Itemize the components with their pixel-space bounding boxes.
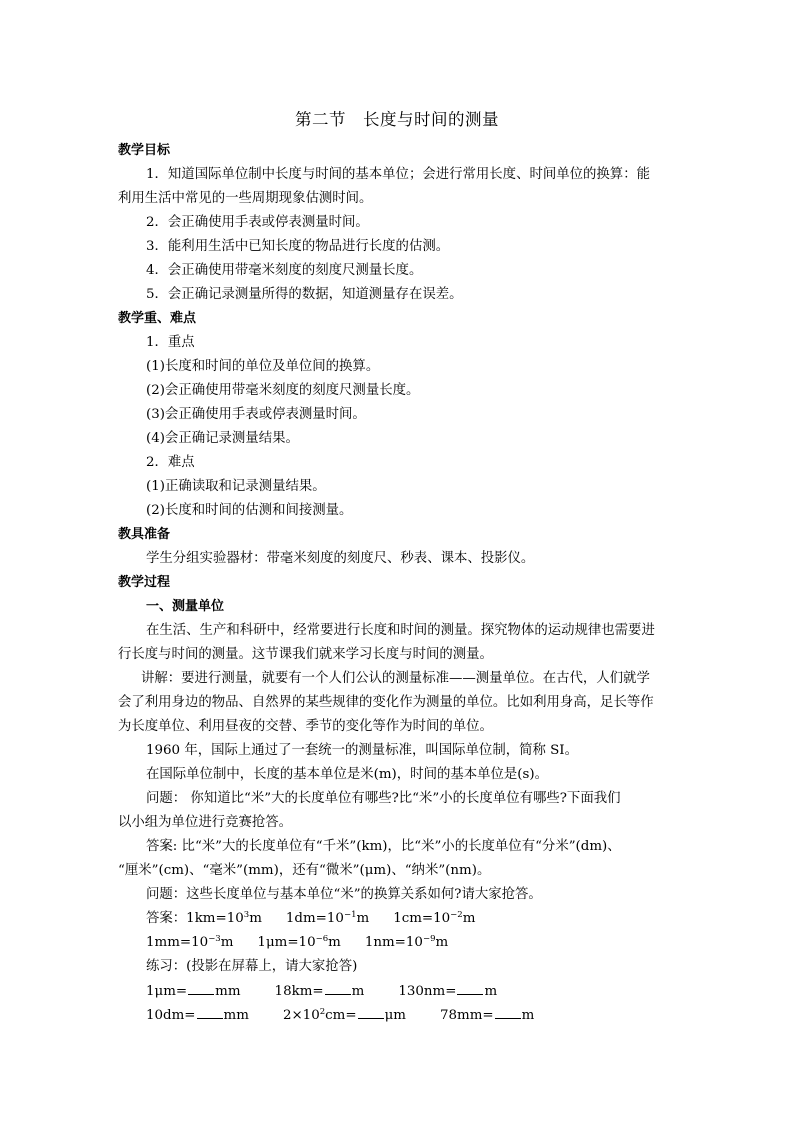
answer-prefix: 答案： <box>146 911 187 926</box>
answer-blank <box>197 1006 223 1019</box>
page-title: 第二节 长度与时间的测量 <box>295 110 499 129</box>
objective-line: 1．知道国际单位制中长度与时间的基本单位；会进行常用长度、时间单位的换算：能 <box>146 167 650 182</box>
objective-line: 4．会正确使用带毫米刻度的刻度尺测量长度。 <box>146 263 423 278</box>
section-heading-objectives: 教学目标 <box>118 143 171 158</box>
section-heading-process: 教学过程 <box>118 575 171 590</box>
process-line: 讲解：要进行测量，就要有一个人们公认的测量标准——测量单位。在古代，人们就学 <box>141 671 650 686</box>
key-point-line: (3)会正确使用手表或停表测量时间。 <box>146 407 366 422</box>
answer-blank <box>495 1006 521 1019</box>
answer-row: $1mm=10^{-3}m$ $1\mu m=10^{-6}m$ $1nm=10^{-9}m$ <box>146 934 449 950</box>
process-line: 以小组为单位进行竞赛抢答。 <box>118 815 293 830</box>
process-line: 问题： 你知道比“米”大的长度单位有哪些?比“米”小的长度单位有哪些?下面我们 <box>146 791 621 806</box>
process-line: 答案: 比“米”大的长度单位有“千米”(km)，比“米”小的长度单位有“分米”(dm)、 <box>146 839 621 854</box>
objective-line: 2．会正确使用手表或停表测量时间。 <box>146 215 369 230</box>
key-point-line: 1．重点 <box>146 335 195 350</box>
answer-row: 答案：$1km=10^3m$ $1dm=10^{-1}m$ $1cm=10^{-2}m$ <box>146 910 476 926</box>
answer-blank <box>188 982 214 995</box>
practice-row: 10dm= mm $2\times 10^2cm= \mu m$ 78mm= m <box>146 1007 535 1023</box>
key-point-line: (1)正确读取和记录测量结果。 <box>146 479 326 494</box>
objective-line: 3．能利用生活中已知长度的物品进行长度的估测。 <box>146 239 450 254</box>
process-line: 在生活、生产和科研中，经常要进行长度和时间的测量。探究物体的运动规律也需要进 <box>146 623 655 638</box>
answer-blank <box>325 982 351 995</box>
process-line: 行长度与时间的测量。这节课我们就来学习长度与时间的测量。 <box>118 647 493 662</box>
equipment-text: 学生分组实验器材：带毫米刻度的刻度尺、秒表、课本、投影仪。 <box>146 551 535 566</box>
answer-blank <box>358 1006 384 1019</box>
section-heading-key-points: 教学重、难点 <box>118 311 197 326</box>
process-line: 在国际单位制中，长度的基本单位是米(m)，时间的基本单位是(s)。 <box>146 767 549 782</box>
objective-line: 5．会正确记录测量所得的数据，知道测量存在误差。 <box>146 287 463 302</box>
practice-row: 1μm= mm 18km= m 130nm= m <box>146 984 498 999</box>
answer-blank <box>457 982 483 995</box>
key-point-line: 2．难点 <box>146 455 195 470</box>
key-point-line: (1)长度和时间的单位及单位间的换算。 <box>146 359 380 374</box>
key-point-line: (4)会正确记录测量结果。 <box>146 431 299 446</box>
key-point-line: (2)长度和时间的估测和间接测量。 <box>146 503 353 518</box>
process-line: 1960 年，国际上通过了一套统一的测量标准，叫国际单位制，简称 SI。 <box>146 743 578 758</box>
process-line: 问题：这些长度单位与基本单位“米”的换算关系如何?请大家抢答。 <box>146 887 542 902</box>
section-heading-equipment: 教具准备 <box>118 527 171 542</box>
objective-line: 利用生活中常见的一些周期现象估测时间。 <box>118 191 373 206</box>
process-subtitle: 一、测量单位 <box>146 599 225 614</box>
process-line: 为长度单位、利用昼夜的交替、季节的变化等作为时间的单位。 <box>118 719 493 734</box>
practice-label: 练习：(投影在屏幕上，请大家抢答) <box>146 959 358 974</box>
process-line: “厘米”(cm)、“毫米”(mm)，还有“微米”(μm)、“纳米”(nm)。 <box>118 863 491 878</box>
key-point-line: (2)会正确使用带毫米刻度的刻度尺测量长度。 <box>146 383 420 398</box>
process-line: 会了利用身边的物品、自然界的某些规律的变化作为测量的单位。比如利用身高，足长等作 <box>118 695 654 710</box>
